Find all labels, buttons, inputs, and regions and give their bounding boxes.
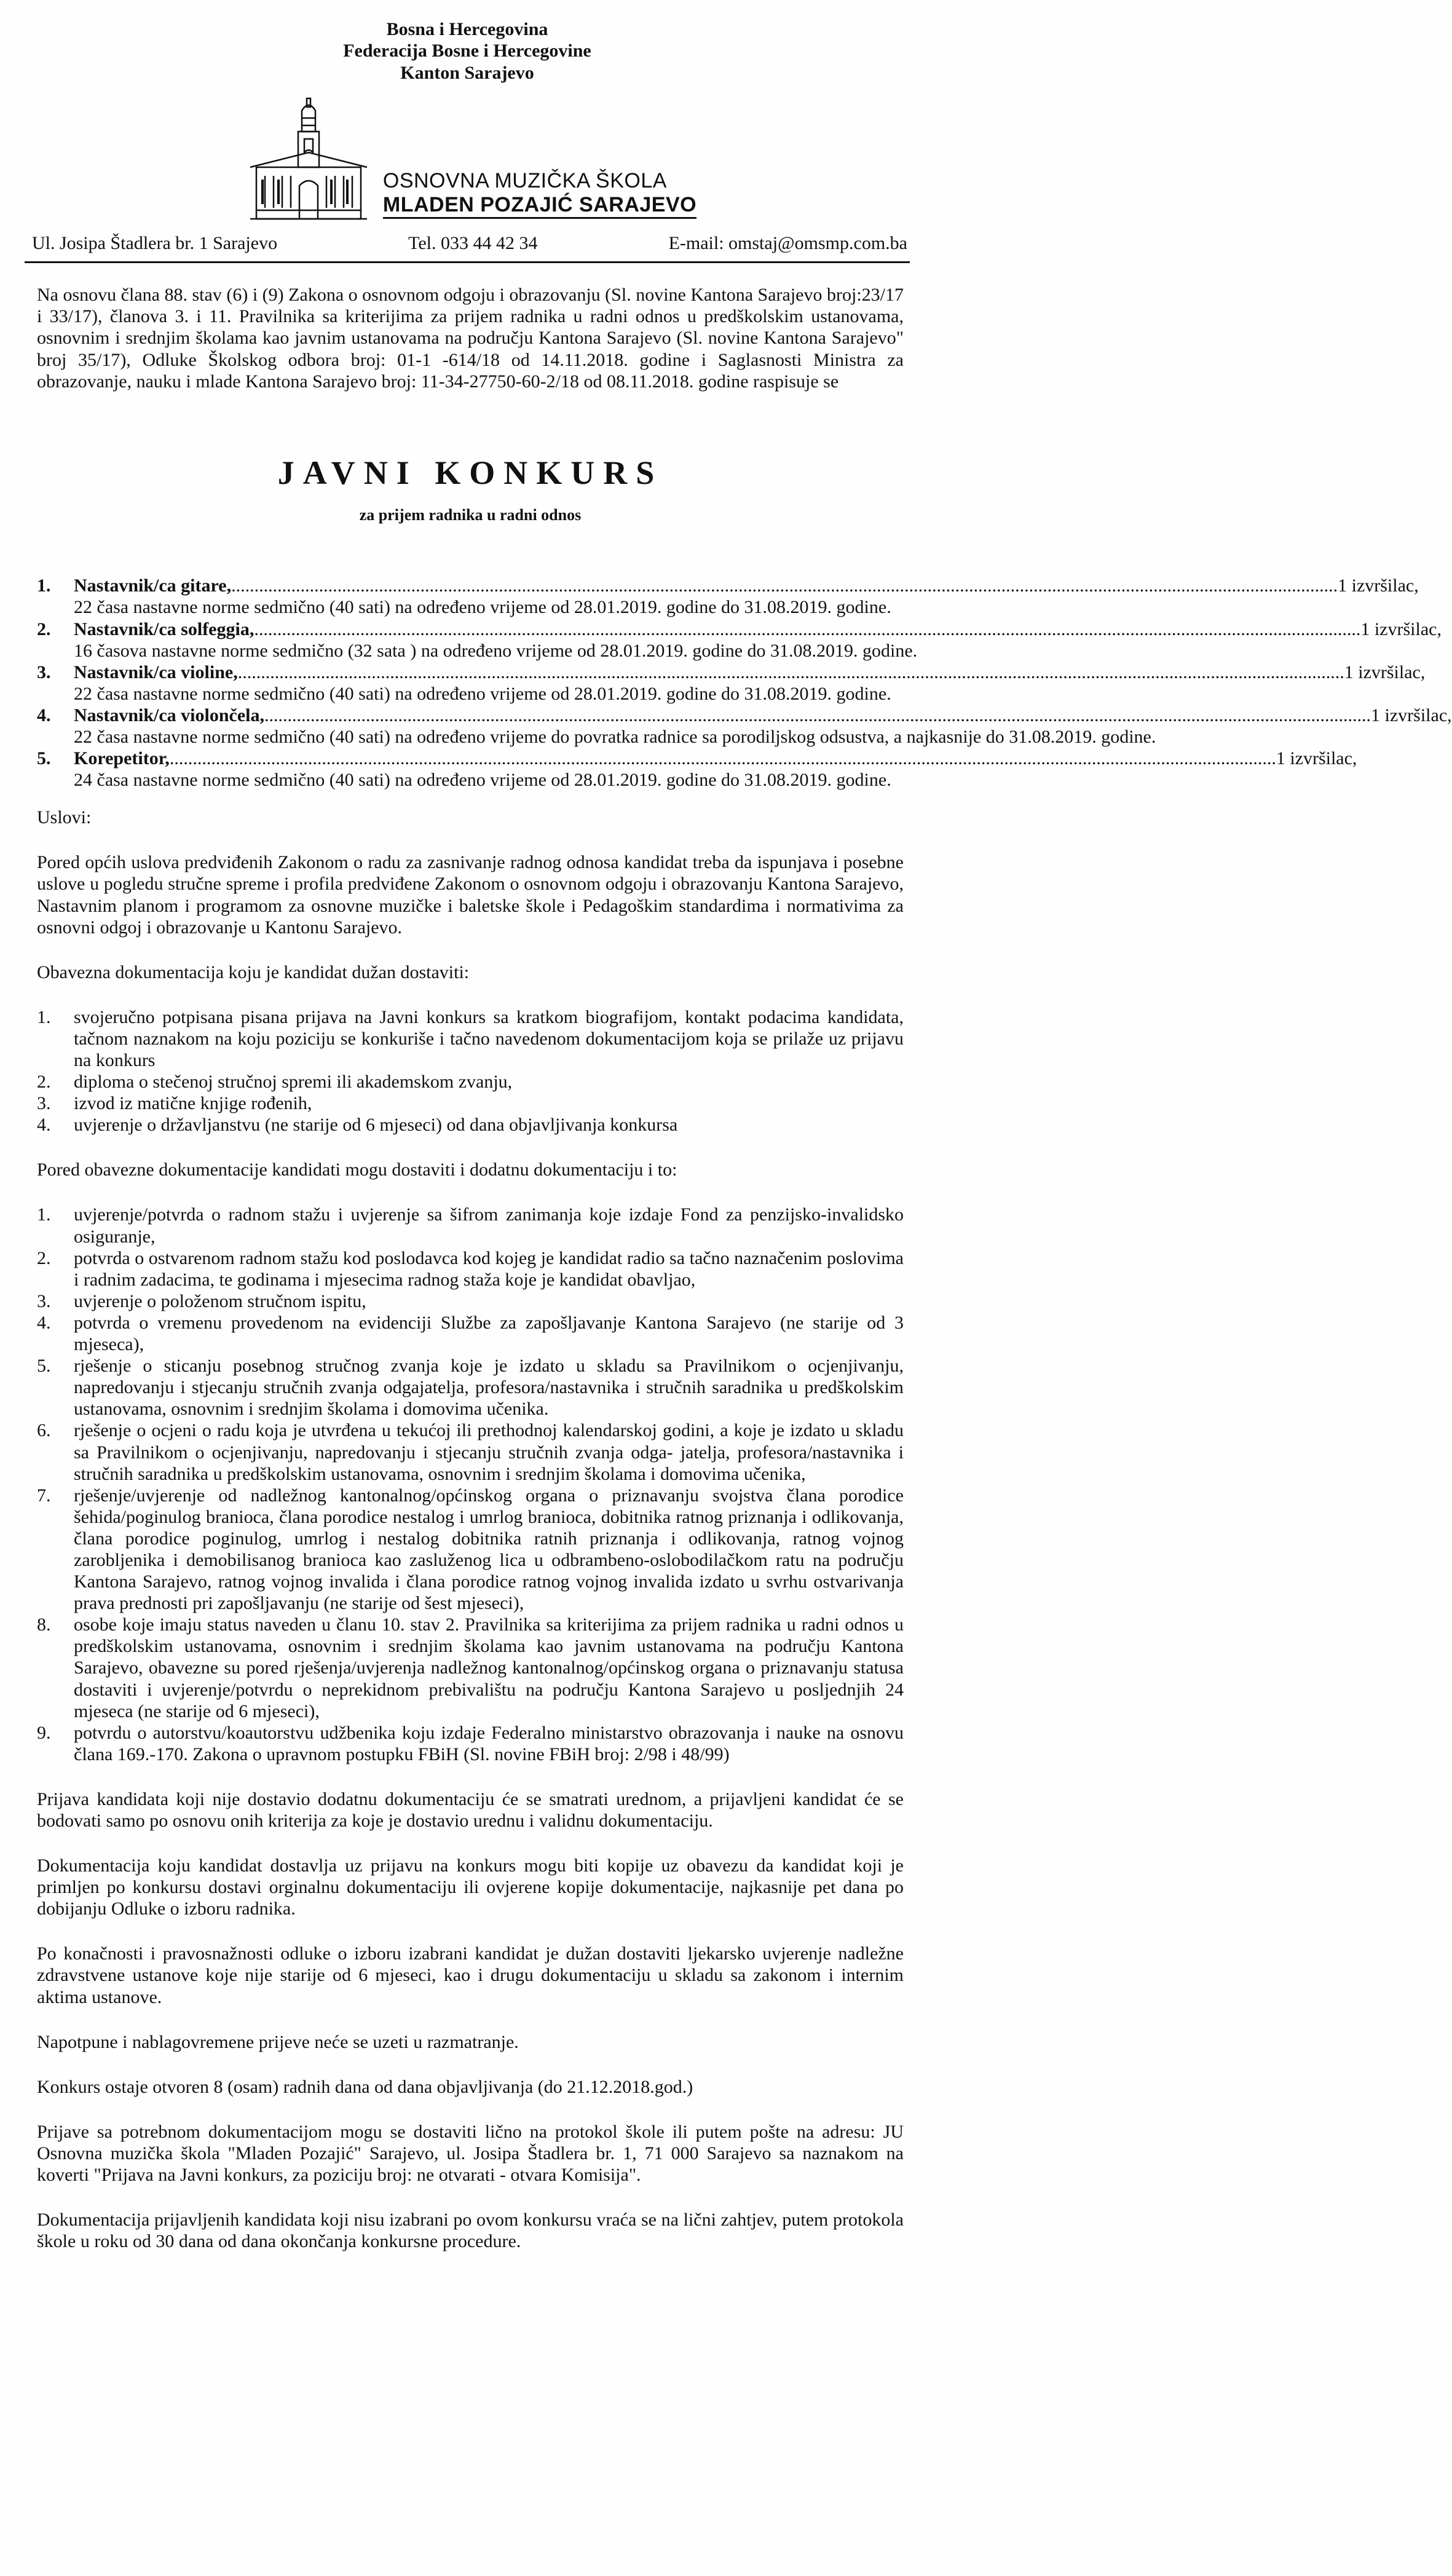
- position-number: 5.: [37, 748, 51, 769]
- legal-basis-paragraph: Na osnovu člana 88. stav (6) i (9) Zakona o osnovnom odgoju i obrazovanju (Sl. novine Kantona Sarajevo broj:23/17 i 33/17), članova 3. i 11. Pravilnika sa kriterijima za prijem radnika u radni odnos u predškolskim ustanovama, osnovnim i srednjim školama kao javnim ustanovama na području Kantona Sarajevo (Sl. novine Kantona Sarajevo" broj 35/17), Odluke Školskog odbora broj: 01-1 -614/18 od 14.11.2018. godine i Saglasnosti Ministra za obrazovanje, nauku i mlade Kantona Sarajevo broj: 11-34-27750-60-2/18 od 08.11.2018. godine raspisuje se: [37, 285, 904, 392]
- list-item: [37, 1006, 904, 1071]
- position-item: [37, 618, 1442, 662]
- header-canton: Kanton Sarajevo: [400, 62, 534, 83]
- item-number: 7.: [37, 1485, 51, 1506]
- position-number: 3.: [37, 662, 51, 682]
- position-name: Nastavnik/ca violončela,: [74, 705, 265, 725]
- item-text: osobe koje imaju status naveden u članu 10. stav 2. Pravilnika sa kriterijima za prijem radnika u radni odnos u predškolskim ustanovama, osnovnim i srednjim školama kao javnim ustanovama na području Kantona Sarajevo, obavezne su pored rješenja/uvjerenja nadležnog kantonalnog/općinskog organa o priznavanju statusa dostaviti i uvjerenje/potvrdu o neprekidnom prebivalištu na području Kantona Sarajevo u posljednjih 24 mjeseca (ne starije od 6 mjeseci),: [74, 1614, 904, 1721]
- item-text: rješenje o ocjeni o radu koja je utvrđena u tekućoj ili prethodnoj kalendarskoj godini, a koje je izdato u skladu sa Pravilnikom o ocjenjivanju, napredovanju i stjecanju stručnih zvanja odga- jatelja, profesora/nastavnika i stručnih saradnika u predškolskim ustanovama, osnovnim i srednjim školama i domovima učenika,: [74, 1420, 904, 1484]
- document-subtitle: za prijem radnika u radni odnos: [359, 505, 582, 524]
- position-details: 22 časa nastavne norme sedmično (40 sati) na određeno vrijeme do povratka radnice sa porodiljskog odsustva, a najkasnije do 31.08.2019. godine.: [74, 726, 1156, 747]
- list-item: [37, 1722, 904, 1765]
- position-details: 22 časa nastavne norme sedmično (40 sati) na određeno vrijeme od 28.01.2019. godine do 31.08.2019. godine.: [74, 597, 891, 618]
- list-item: [37, 1204, 904, 1247]
- closing-paragraph: Prijava kandidata koji nije dostavio dodatnu dokumentaciju će se smatrati urednom, a prijavljeni kandidat će se bodovati samo po osnovu onih kriterija za koje je dostavio urednu i validnu dokumentaciju.: [37, 1788, 904, 1831]
- email: E-mail: omstaj@omsmp.com.ba: [668, 233, 907, 254]
- additional-docs-intro: Pored obavezne dokumentacije kandidati mogu dostaviti i dodatnu dokumentaciju i to:: [37, 1160, 677, 1180]
- position-count: 1 izvršilac,: [1338, 575, 1419, 596]
- position-count: 1 izvršilac,: [1371, 705, 1452, 725]
- school-logo-text: [383, 169, 696, 219]
- item-number: 1.: [37, 1006, 51, 1027]
- item-number: 2.: [37, 1072, 51, 1092]
- item-text: uvjerenje/potvrda o radnom stažu i uvjerenje sa šifrom zanimanja koje izdaje Fond za penzijsko-invalidsko osiguranje,: [74, 1204, 904, 1247]
- position-number: 1.: [37, 575, 51, 596]
- item-number: 1.: [37, 1204, 51, 1225]
- contact-bar: [25, 232, 910, 263]
- list-item: [37, 1290, 904, 1312]
- additional-docs-list: [37, 1204, 904, 1764]
- closing-paragraph: Dokumentacija prijavljenih kandidata koji nisu izabrani po ovom konkursu vraća se na lični zahtjev, putem protokola škole u roku od 30 dana od dana okončanja konkursne procedure.: [37, 2210, 904, 2252]
- list-item: [37, 1614, 904, 1721]
- letterhead: [25, 18, 910, 84]
- list-item: [37, 1247, 904, 1290]
- item-number: 4.: [37, 1312, 51, 1333]
- item-number: 8.: [37, 1614, 51, 1635]
- item-text: potvrda o vremenu provedenom na evidenciji Službe za zapošljavanje Kantona Sarajevo (ne starije od 3 mjeseca),: [74, 1312, 904, 1355]
- item-number: 6.: [37, 1420, 51, 1441]
- item-text: izvod iz matične knjige rođenih,: [74, 1093, 312, 1114]
- item-number: 2.: [37, 1247, 51, 1268]
- position-number: 2.: [37, 618, 51, 639]
- mandatory-docs-intro: Obavezna dokumentacija koju je kandidat dužan dostaviti:: [37, 962, 470, 982]
- item-text: potvrda o ostvarenom radnom stažu kod poslodavca kod kojeg je kandidat radio sa tačno naznačenim poslovima i radnim zadacima, te godinama i mjesecima radnog staža koje je kandidat obavljao,: [74, 1247, 904, 1290]
- position-name: Nastavnik/ca solfeggia,: [74, 618, 254, 639]
- list-item: [37, 1355, 904, 1420]
- document-title: JAVNI KONKURS: [277, 454, 663, 491]
- position-item: [37, 705, 1452, 748]
- school-building-icon: [238, 93, 379, 223]
- item-text: rješenje/uvjerenje od nadležnog kantonalnog/općinskog organa o priznavanju svojstva člana porodice šehida/poginulog branioca, člana porodice nestalog i umrlog branioca, dobitnika ratnog priznanja i odlikovanja, člana porodice poginulog, umrlog i nestalog dobitnika ratnih priznanja i odlikovanja, ratnog vojnog zarobljenika i demobilisanog branioca kao zasluženog lica u odbrambeno-oslobodilačkom ratu na području Kantona Sarajevo, ratnog vojnog invalida i člana porodice ratnog vojnog invalida izdato u svrhu ostvarivanja prava prednosti pri zapošljavanju (ne starije od šest mjeseci),: [74, 1485, 904, 1614]
- position-number: 4.: [37, 705, 51, 725]
- conditions-paragraph: Pored općih uslova predviđenih Zakonom o radu za zasnivanje radnog odnosa kandidat treba da ispunjava i posebne uslove u pogledu stručne spreme i profila predviđene Zakonom o osnovnom odgoju i obrazovanju Kantona Sarajevo, Nastavnim planom i programom za osnovne muzičke i baletske škole i Pedagoškim standardima i normativima za osnovni odgoj i obrazovanje u Kantonu Sarajevo.: [37, 852, 904, 938]
- list-item: [37, 1420, 904, 1484]
- header-federation: Federacija Bosne i Hercegovine: [343, 41, 591, 61]
- position-count: 1 izvršilac,: [1344, 662, 1426, 682]
- address: Ul. Josipa Štadlera br. 1 Sarajevo: [32, 233, 278, 254]
- item-number: 3.: [37, 1093, 51, 1114]
- document-body: [25, 284, 1452, 2252]
- position-item: [37, 575, 1419, 618]
- position-name: Nastavnik/ca gitare,: [74, 575, 232, 596]
- positions-list: [37, 575, 1452, 791]
- item-number: 9.: [37, 1722, 51, 1743]
- position-name: Korepetitor,: [74, 748, 170, 769]
- position-count: 1 izvršilac,: [1276, 748, 1357, 769]
- position-details: 22 časa nastavne norme sedmično (40 sati) na određeno vrijeme od 28.01.2019. godine do 31.08.2019. godine.: [74, 683, 891, 704]
- position-name: Nastavnik/ca violine,: [74, 662, 238, 682]
- position-item: [37, 662, 1426, 705]
- item-number: 5.: [37, 1356, 51, 1377]
- position-item: [37, 748, 1357, 791]
- logo-line-1: OSNOVNA MUZIČKA ŠKOLA: [382, 168, 667, 192]
- deadline-paragraph: Konkurs ostaje otvoren 8 (osam) radnih dana od dana objavljivanja (do 21.12.2018.god.): [37, 2076, 693, 2097]
- item-text: uvjerenje o državljanstvu (ne starije od 6 mjeseci) od dana objavljivanja konkursa: [74, 1115, 678, 1136]
- position-details: 16 časova nastavne norme sedmično (32 sata ) na određeno vrijeme od 28.01.2019. godine do 31.08.2019. godine.: [74, 640, 918, 661]
- mandatory-docs-list: [37, 1006, 904, 1136]
- list-item: [37, 1114, 904, 1136]
- list-item: [37, 1071, 904, 1092]
- item-number: 4.: [37, 1115, 51, 1136]
- item-text: potvrdu o autorstvu/koautorstvu udžbenika koju izdaje Federalno ministarstvo obrazovanja i nauke na osnovu člana 169.-170. Zakona o upravnom postupku FBiH (Sl. novine FBiH broj: 2/98 i 48/99): [74, 1722, 904, 1764]
- conditions-label: Uslovi:: [37, 807, 92, 828]
- position-count: 1 izvršilac,: [1360, 618, 1442, 639]
- item-text: diploma o stečenoj stručnoj spremi ili akademskom zvanju,: [74, 1072, 513, 1092]
- closing-paragraph: Po konačnosti i pravosnažnosti odluke o izboru izabrani kandidat je dužan dostaviti ljekarsko uvjerenje nadležne zdravstvene ustanove koje nije starije od 6 mjeseci, kao i drugu dokumentaciju u skladu sa zakonom i internim aktima ustanove.: [37, 1943, 904, 2007]
- item-text: svojeručno potpisana pisana prijava na Javni konkurs sa kratkom biografijom, kontakt podacima kandidata, tačnom naznakom na koju poziciju se konkuriše i tačno navedenom dokumentacijom koja se prilaže uz prijavu na konkurs: [74, 1006, 904, 1070]
- phone: Tel. 033 44 42 34: [408, 233, 538, 254]
- logo-line-2: MLADEN POZAJIĆ SARAJEVO: [383, 193, 696, 219]
- closing-paragraph: Napotpune i nablagovremene prijeve neće se uzeti u razmatranje.: [37, 2031, 519, 2052]
- school-logo: [25, 86, 910, 223]
- item-number: 3.: [37, 1290, 51, 1311]
- list-item: [37, 1485, 904, 1614]
- closing-paragraph: Dokumentacija koju kandidat dostavlja uz prijavu na konkurs mogu biti kopije uz obavezu da kandidat koji je primljen po konkursu dostavi orginalnu dokumentaciju ili ovjerene kopije dokumentacije, najkasnije pet dana po dobijanju Odluke o izboru radnika.: [37, 1855, 904, 1919]
- item-text: rješenje o sticanju posebnog stručnog zvanja koje je izdato u skladu sa Pravilnikom o ocjenjivanju, napredovanju i stjecanju stručnih zvanja odgajatelja, profesora/nastavnika i stručnih saradnika u predškolskim ustanovama, osnovnim i srednjim školama i domovima učenika.: [74, 1356, 904, 1420]
- list-item: [37, 1092, 904, 1114]
- list-item: [37, 1312, 904, 1355]
- header-country: Bosna i Hercegovina: [386, 19, 548, 39]
- item-text: uvjerenje o položenom stručnom ispitu,: [74, 1290, 366, 1311]
- position-details: 24 časa nastavne norme sedmično (40 sati) na određeno vrijeme od 28.01.2019. godine do 31.08.2019. godine.: [74, 770, 891, 791]
- submission-paragraph: Prijave sa potrebnom dokumentacijom mogu se dostaviti lično na protokol škole ili putem pošte na adresu: JU Osnovna muzička škola "Mladen Pozajić" Sarajevo, ul. Josipa Štadlera br. 1, 71 000 Sarajevo sa naznakom na koverti "Prijava na Javni konkurs, za poziciju broj: ne otvarati - otvara Komisija".: [37, 2121, 904, 2186]
